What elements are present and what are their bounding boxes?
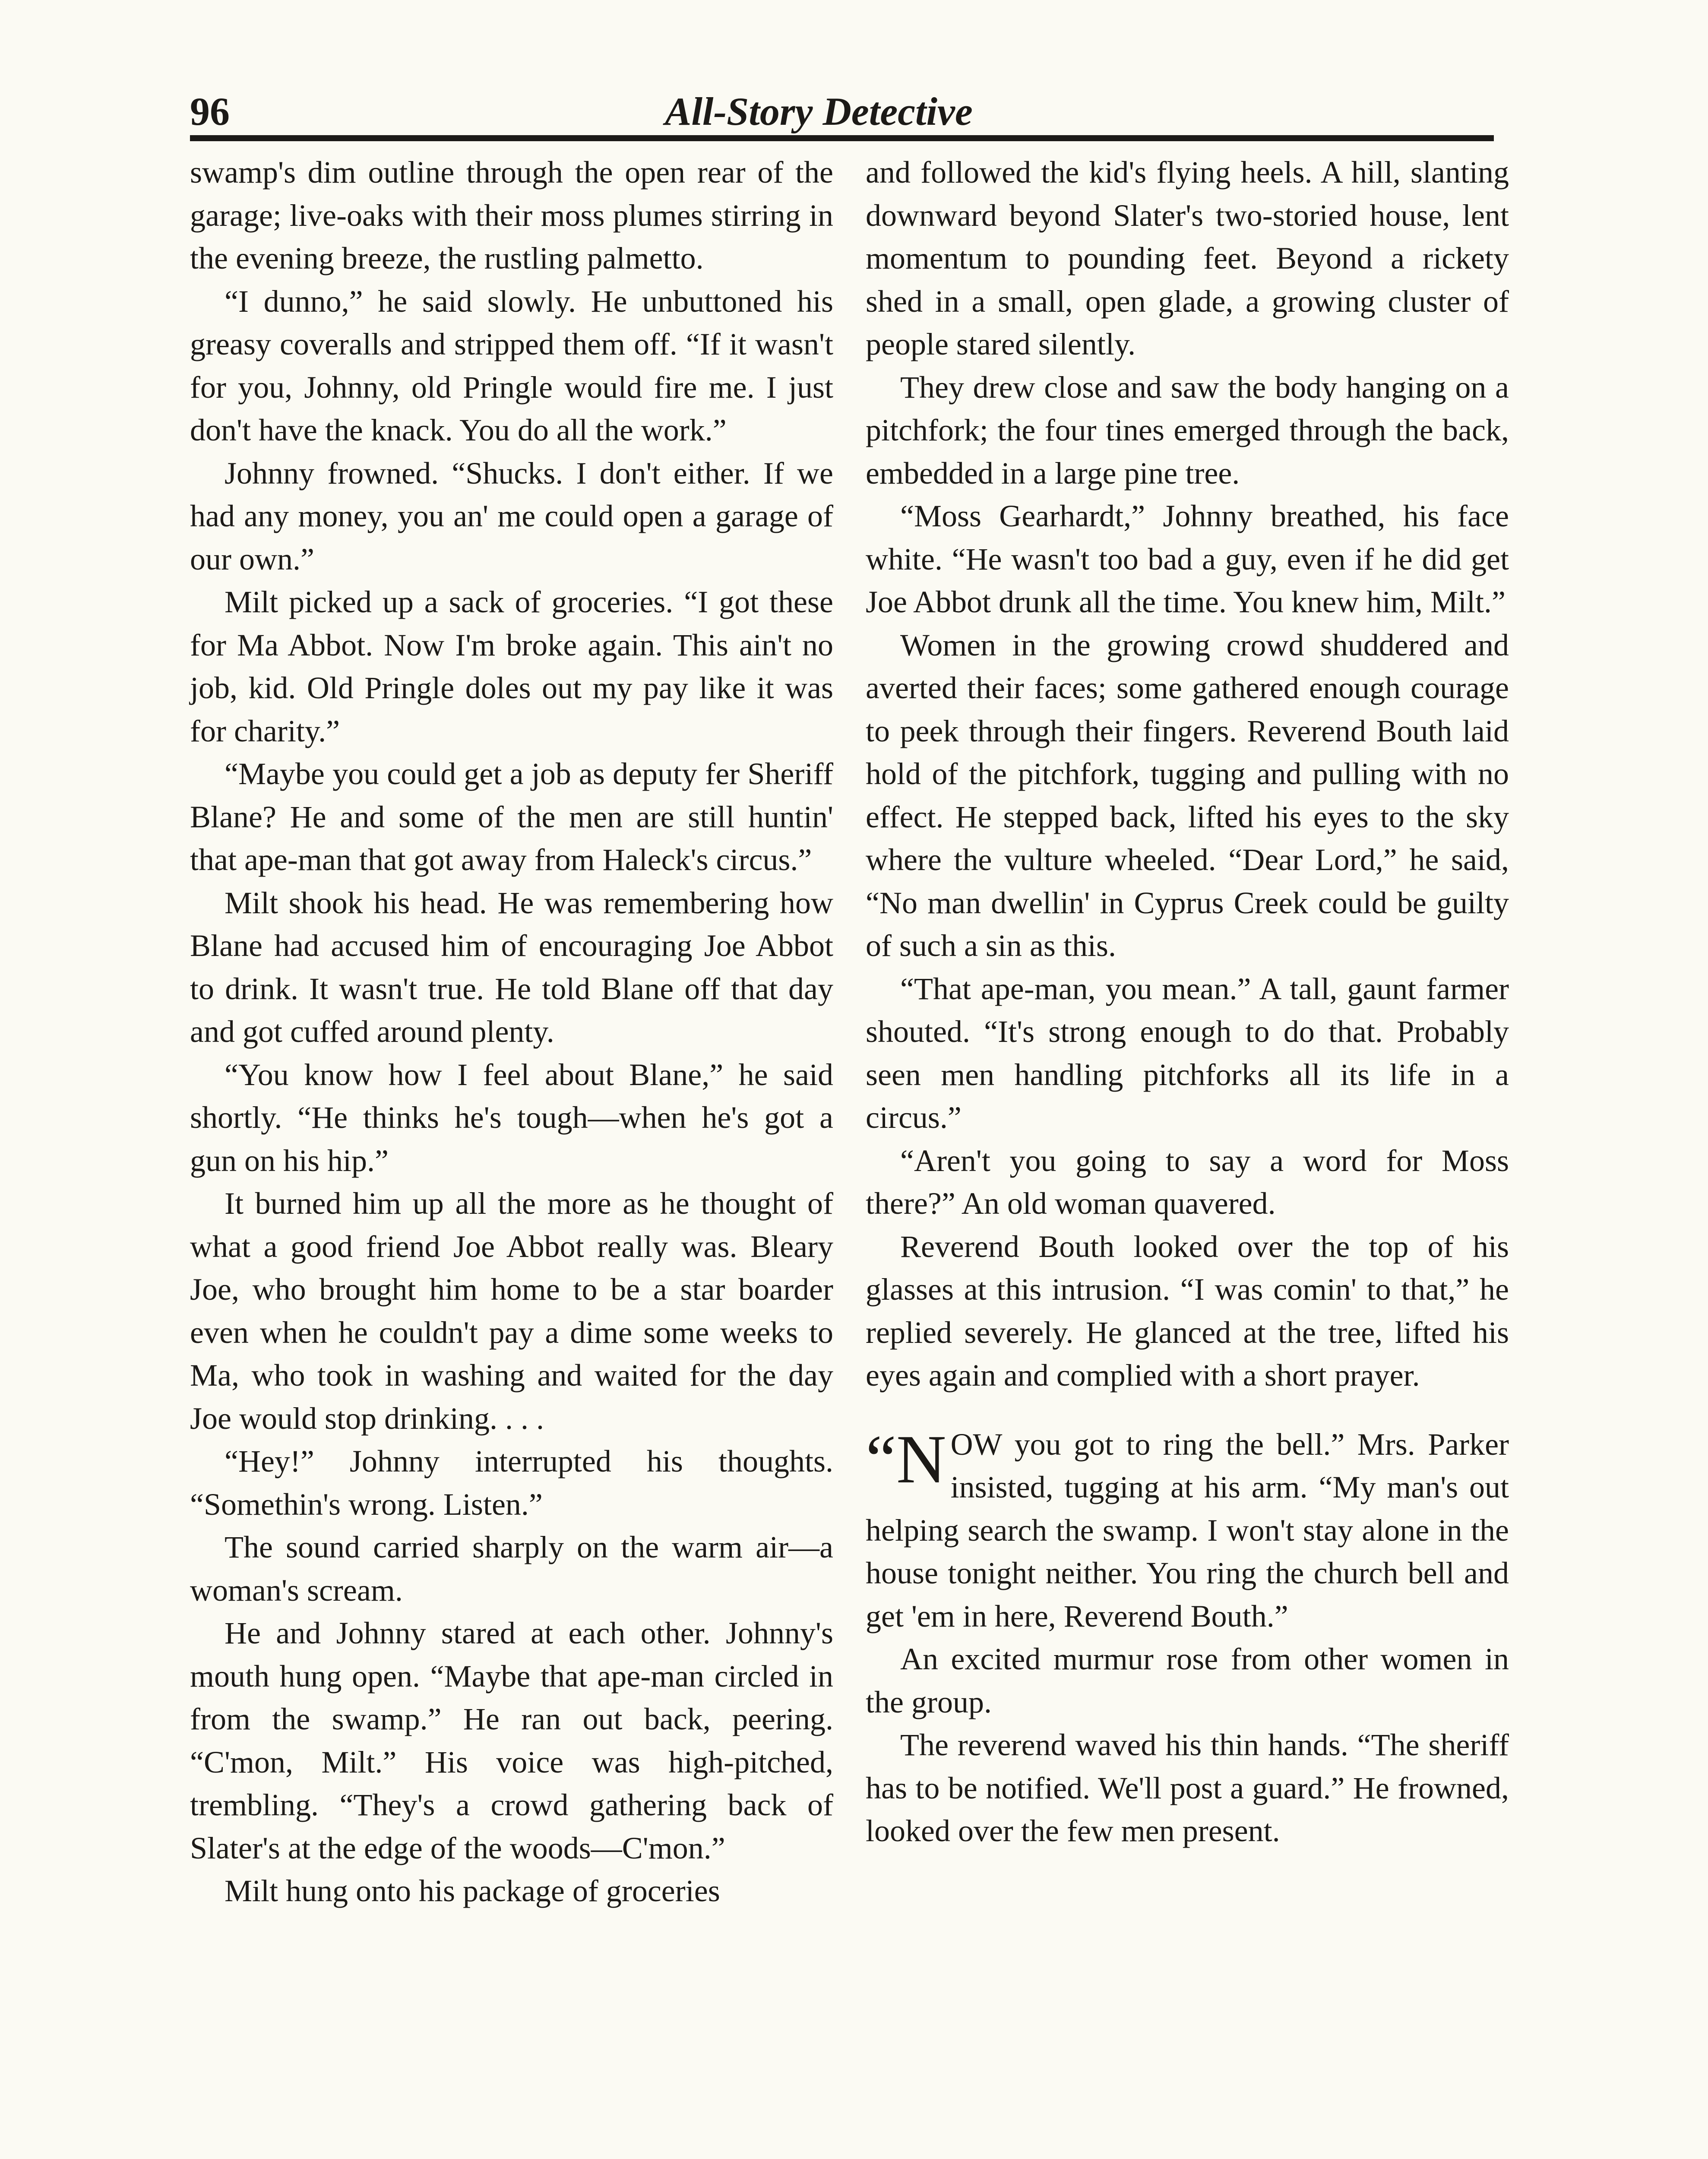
paragraph: “Hey!” Johnny interrupted his thoughts. “Somethin's wrong. Listen.” <box>190 1444 833 1522</box>
paragraph: “I dunno,” he said slowly. He unbuttoned his greasy coveralls and stripped them off. “If it wasn't for you, Johnny, old Pringle would fire me. I just don't have the knack. You do all the work.” <box>190 284 833 447</box>
paragraph: “You know how I feel about Blane,” he said shortly. “He thinks he's tough—when he's got a gun on his hip.” <box>190 1057 833 1178</box>
paragraph: An excited murmur rose from other women in the group. <box>866 1642 1509 1719</box>
section-break-text: OW you got to ring the bell.” Mrs. Parker insisted, tugging at his arm. “My man's out helping search the swamp. I won't stay alone in the house tonight neither. You ring the church bell and get 'em in here, Reverend Bouth.” <box>866 1427 1509 1633</box>
drop-cap-letter: N <box>896 1420 946 1497</box>
paragraph: Milt hung onto his package of groceries <box>225 1874 720 1908</box>
paragraph: “That ape-man, you mean.” A tall, gaunt farmer shouted. “It's strong enough to do that. Probably seen men handling pitchforks all its life in a circus.” <box>866 971 1509 1135</box>
page-number: 96 <box>190 89 230 133</box>
section-break-paragraph <box>866 1420 1509 1638</box>
paragraph: swamp's dim outline through the open rear of the garage; live-oaks with their moss plumes stirring in the evening breeze, the rustling palmetto. <box>190 155 833 275</box>
paragraph: He and Johnny stared at each other. Johnny's mouth hung open. “Maybe that ape-man circled in from the swamp.” He ran out back, peering. “C'mon, Milt.” His voice was high-pitched, trembling. “They's a crowd gathering back of Slater's at the edge of the woods—C'mon.” <box>190 1616 833 1865</box>
right-column <box>866 151 1509 1853</box>
paragraph: Women in the growing crowd shuddered and averted their faces; some gathered enough courage to peek through their fingers. Reverend Bouth laid hold of the pitchfork, tugging and pulling with no effect. He stepped back, lifted his eyes to the sky where the vulture wheeled. “Dear Lord,” he said, “No man dwellin' in Cyprus Creek could be guilty of such a sin as this. <box>866 627 1509 963</box>
paragraph: It burned him up all the more as he thought of what a good friend Joe Abbot really was. Bleary Joe, who brought him home to be a star boarder even when he couldn't pay a dime some weeks to Ma, who took in washing and waited for the day Joe would stop drinking. . . . <box>190 1186 833 1436</box>
drop-cap <box>866 1420 946 1497</box>
page-header <box>190 89 1494 145</box>
paragraph: “Aren't you going to say a word for Moss there?” An old woman quavered. <box>866 1143 1509 1221</box>
paragraph: “Maybe you could get a job as deputy fer Sheriff Blane? He and some of the men are still huntin' that ape-man that got away from Haleck's circus.” <box>190 757 833 877</box>
paragraph: The sound carried sharply on the warm air—a woman's scream. <box>190 1530 833 1608</box>
paragraph: The reverend waved his thin hands. “The sheriff has to be notified. We'll post a guard.” He frowned, looked over the few men present. <box>866 1728 1509 1848</box>
paragraph: Milt shook his head. He was remembering how Blane had accused him of encouraging Joe Abbot to drink. It wasn't true. He told Blane off that day and got cuffed around plenty. <box>190 885 833 1049</box>
paragraph: Milt picked up a sack of groceries. “I got these for Ma Abbot. Now I'm broke again. This ain't no job, kid. Old Pringle doles out my pay like it was for charity.” <box>190 585 833 748</box>
paragraph: and followed the kid's flying heels. A hill, slanting downward beyond Slater's two-storied house, lent momentum to pounding feet. Beyond a rickety shed in a small, open glade, a growing cluster of people stared silently. <box>866 155 1509 361</box>
drop-cap-quote: “ <box>866 1420 897 1497</box>
paragraph: They drew close and saw the body hanging on a pitchfork; the four tines emerged through the back, embedded in a large pine tree. <box>866 370 1509 491</box>
header-rule <box>190 135 1494 141</box>
magazine-title: All-Story Detective <box>665 89 973 133</box>
left-column <box>190 151 833 1913</box>
paragraph: Reverend Bouth looked over the top of his glasses at this intrusion. “I was comin' to that,” he replied severely. He glanced at the tree, lifted his eyes again and complied with a short prayer. <box>866 1229 1509 1393</box>
paragraph: “Moss Gearhardt,” Johnny breathed, his face white. “He wasn't too bad a guy, even if he did get Joe Abbot drunk all the time. You knew him, Milt.” <box>866 499 1509 619</box>
paragraph: Johnny frowned. “Shucks. I don't either. If we had any money, you an' me could open a garage of our own.” <box>190 456 833 576</box>
